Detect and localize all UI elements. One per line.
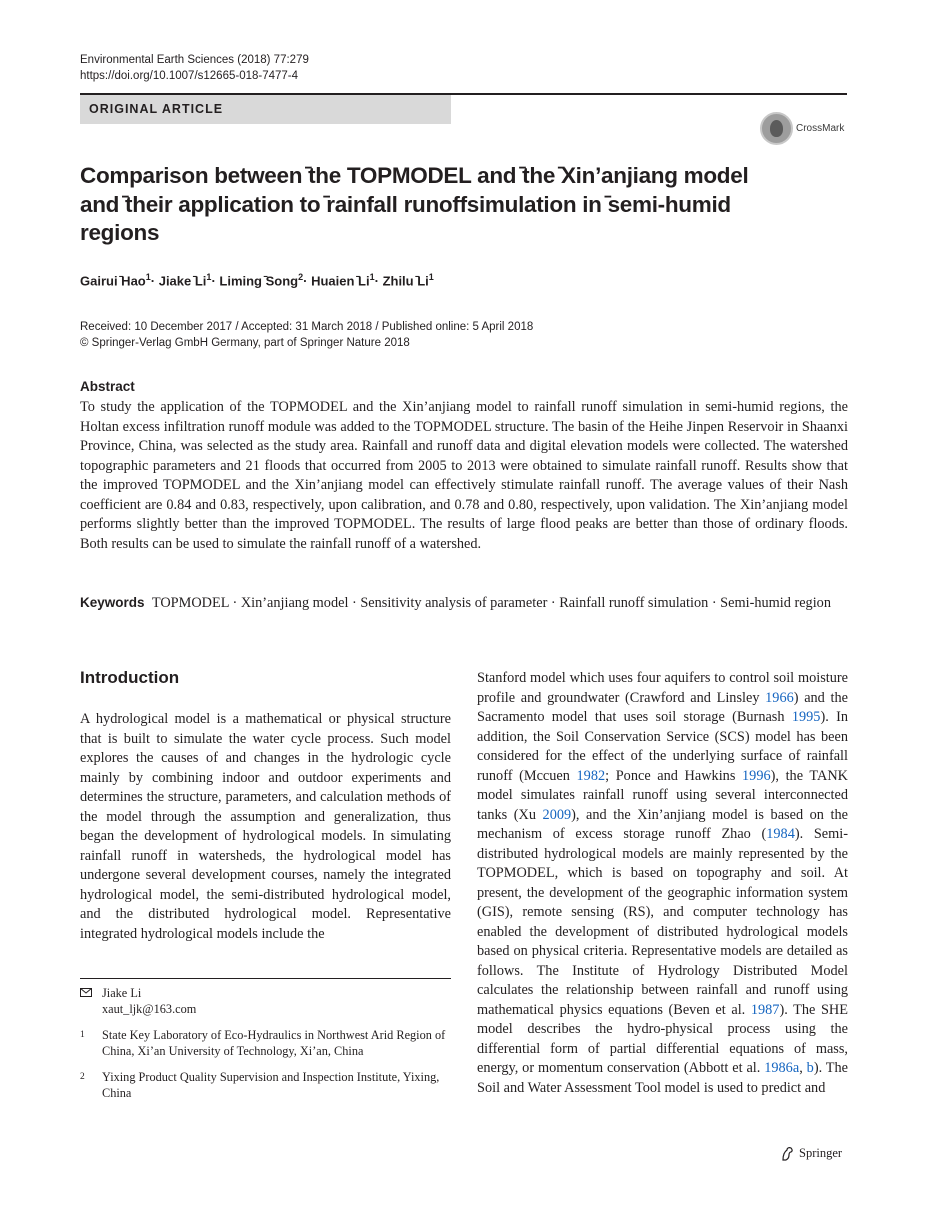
author-name[interactable]: Zhilu ̄Li [382,273,429,289]
keywords [80,593,848,614]
introduction-left-column: A hydrological model is a mathematical or physical structure that is built to simulate the water cycle process. Such model explores the causes of and changes in the hydrologic cycle mainly by combining indoor and outdoor experiments and determines the structure, parameters, and calculation methods of the model through the assumption and generalization, thus began the development of hydrological models. In simulating rainfall runoff in watersheds, the hydrological model has undergone several development courses, namely the integrated hydrological model, the semi-distributed hydrological model, and the distributed hydrological model. Representative integrated hydrological models include the [80,711,451,942]
keywords-label: Keywords [80,595,145,610]
envelope-icon [80,988,92,997]
corresponding-author [80,985,451,1017]
publisher-name: Springer [799,1146,843,1160]
author-affiliation-mark: 1 [369,272,375,282]
publication-dates [80,319,533,351]
affiliation-note [80,1027,451,1059]
body-text: ). The Soil and Water Assessment Tool model is used to predict and [477,1060,848,1096]
author-name[interactable]: Liming ̄Song [219,273,299,289]
author-affiliation-mark: 1 [145,272,151,282]
body-text: ). The SHE model describes the hydro-physical process using the differential form of partial differential equations of mass, energy, or momentum conservation (Abbott et al. [477,1001,848,1076]
keywords-text: TOPMODEL · Xin’anjiang model · Sensitivity analysis of parameter · Rainfall runoff simulation · Semi-humid region [151,595,831,611]
citation-link[interactable]: 2009 [542,806,572,823]
publisher-logo [780,1145,850,1163]
citation-link[interactable]: 1995 [791,709,821,725]
author-affiliation-mark: 2 [298,272,304,282]
affiliation-mark: 2 [80,1072,85,1082]
body-text: ), and the Xin’anjiang model is based on the mechanism of excess storage runoff Zhao ( [477,806,848,842]
abstract-text: To study the application of the TOPMODEL and the Xin’anjiang model to rainfall runoff simulation in semi-humid regions, the Holtan excess infiltration runoff module was added to the TOPMODEL structure. The basin of the Heihe Jinpen Reservoir in Shaanxi Province, China, was selected as the study area. Rainfall and runoff data and digital elevation models were collected. The watershed topographic parameters and 21 floods that occurred from 2005 to 2013 were obtained to simulate rainfall runoff. Results show that the improved TOPMODEL and the Xin’anjiang model can effectively stimulate rainfall runoff. The average values of their Nash coefficient are 0.84 and 0.83, respectively, upon calibration, and 0.78 and 0.80, respectively, upon validation. The Xin’anjiang model performs slightly better than the improved TOPMODEL. The results of large flood peaks are better than those of ordinary floods. Both results can be used to simulate the rainfall runoff of a watershed. [80,399,848,552]
affiliation-mark: 1 [80,1030,85,1040]
affiliation-note [80,1069,451,1101]
crossmark-badge[interactable] [760,112,850,146]
springer-horse-icon [780,1146,795,1165]
body-text: ). In addition, the Soil Conservation Service (SCS) model has been considered for the effect of the underlying surface of rainfall runoff (Mccuen [477,709,848,784]
corresponding-email[interactable]: xaut_ljk@163.com [102,1002,197,1016]
article-title: Comparison between ̄the TOPMODEL and ̄the ̄Xin’anjiang model and ̄their application to ̄rainfall runoffsimulation in ̄semi-humid regions [80,163,749,245]
author-list: Gairui ̄Hao$^1$· Jiake $̄Li^1\cdot Liming$ ̄Song$^2$· Huaien $̄Li^1\cdot$ Zhilu ̄Li$^1$ [80,272,434,289]
body-text: ). Semi-distributed hydrological models are mainly represented by the TOPMODEL, which is based on topography and soil. At present, the development of the geographic information system (GIS), remote sensing (RS), and computer technology has enabled the development of distributed hydrological models based on physical criteria. Representative models are detailed as follows. The Institute of Hydrology Distributed Model calculates the relationship between rainfall and runoff using mathematical physics equations (Beven et al. [477,826,848,1018]
author-name[interactable]: Gairui ̄Hao [80,273,146,289]
citation-link[interactable]: 1966 [765,689,794,706]
abstract-heading: Abstract [80,379,135,394]
copyright-line: © Springer-Verlag GmbH Germany, part of Springer Nature 2018 [80,337,410,349]
citation-link[interactable]: 1982 [576,767,606,784]
citation-link[interactable]: 1986a [764,1060,800,1076]
crossmark-icon [760,112,793,145]
footnotes [80,985,451,1111]
corresponding-name: Jiake Li [102,986,142,1000]
citation-link[interactable]: b [806,1060,814,1076]
body-text: , [799,1060,807,1076]
body-text: ; Ponce and Hawkins [605,767,743,784]
author-affiliation-mark: 1 [428,272,434,282]
journal-doi[interactable]: https://doi.org/10.1007/s12665-018-7477-4 [80,70,299,82]
article-type-banner: ORIGINAL ARTICLE [80,95,451,124]
footnote-rule [80,978,451,979]
author-affiliation-mark: 1 [206,272,212,282]
author-name[interactable]: Jiake ̄Li [158,273,207,289]
author-name[interactable]: Huaien ̄Li [311,273,370,289]
citation-link[interactable]: 1996 [742,767,771,784]
affiliation-text: Yixing Product Quality Supervision and Inspection Institute, Yixing, China [102,1070,440,1100]
journal-header [80,52,309,84]
journal-citation: Environmental Earth Sciences (2018) 77:279 [80,54,309,66]
body-text: Stanford model which uses four aquifers to control soil moisture profile and groundwater (Crawford and Linsley [477,670,848,706]
citation-link[interactable]: 1984 [766,826,795,842]
introduction-heading: Introduction [80,668,180,687]
body-text: ) and the Sacramento model that uses soil storage (Burnash [477,689,848,725]
body-text: ), the TANK model simulates rainfall runoff using several interconnected tanks (Xu [477,767,848,823]
citation-link[interactable]: 1987 [750,1001,780,1018]
crossmark-label: CrossMark [796,123,845,134]
dates-line: Received: 10 December 2017 / Accepted: 31 March 2018 / Published online: 5 April 2018 [80,321,534,333]
affiliation-text: State Key Laboratory of Eco-Hydraulics in Northwest Arid Region of China, Xi’an University of Technology, Xi’an, China [102,1028,446,1058]
introduction-right-column [477,669,848,1098]
